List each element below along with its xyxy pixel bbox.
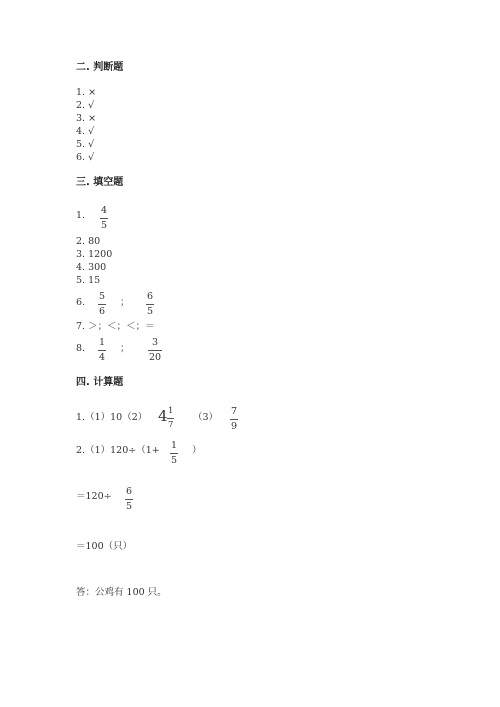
fill-answer-7: 7. ＞；＜；＜；＝ <box>76 321 155 332</box>
fraction-numerator: 6 <box>147 291 154 302</box>
fraction-denominator: 20 <box>149 351 162 363</box>
fraction-numerator: 1 <box>168 406 174 416</box>
fraction-numerator: 5 <box>99 291 106 302</box>
fraction-denominator: 6 <box>99 305 106 317</box>
calc-final-answer: 答：公鸡有 100 只。 <box>76 587 167 598</box>
fill-q8-fraction-b <box>148 338 162 362</box>
fraction-numerator: 1 <box>99 337 106 348</box>
fraction-bar <box>125 499 133 500</box>
fraction-bar <box>100 218 108 219</box>
calc-step3: ＝100（只） <box>76 541 133 552</box>
fraction-denominator: 9 <box>231 420 238 432</box>
judgement-answer-6: 6. √ <box>76 152 95 163</box>
fill-q1-label: 1. <box>76 210 86 221</box>
calc-q1-part3-fraction <box>230 407 238 431</box>
calc-q1-mixed-whole: 4 <box>158 407 168 425</box>
fraction-denominator: 5 <box>171 454 178 466</box>
calc-q1-mixed-fraction <box>167 407 174 429</box>
fraction-denominator: 5 <box>147 305 154 317</box>
judgement-answer-3: 3. × <box>76 113 97 124</box>
fill-q6-separator: ； <box>120 297 130 308</box>
fraction-bar <box>148 350 162 351</box>
judgement-answer-2: 2. √ <box>76 100 95 111</box>
calc-q2-suffix: ） <box>192 445 202 456</box>
fraction-denominator: 5 <box>101 219 108 231</box>
calc-q2-fraction <box>170 441 178 465</box>
fill-answer-2: 2. 80 <box>76 236 101 247</box>
calc-q1-part3-label: （3） <box>193 412 219 423</box>
fill-q8-fraction-a <box>98 338 106 362</box>
fraction-numerator: 4 <box>101 205 108 216</box>
fill-answer-4: 4. 300 <box>76 262 107 273</box>
fill-q6-label: 6. <box>76 297 86 308</box>
fill-answer-3: 3. 1200 <box>76 249 113 260</box>
fraction-bar <box>167 418 174 419</box>
fill-q8-label: 8. <box>76 343 86 354</box>
fraction-numerator: 7 <box>231 406 238 417</box>
fill-answer-5: 5. 15 <box>76 275 101 286</box>
fill-q1-fraction <box>100 206 108 230</box>
fill-q6-fraction-b <box>146 292 154 316</box>
fill-q8-separator: ； <box>120 343 130 354</box>
fraction-bar <box>146 304 154 305</box>
fraction-denominator: 5 <box>126 500 133 512</box>
section-title-calculation: 四. 计算题 <box>76 377 124 388</box>
fraction-bar <box>230 419 238 420</box>
calc-q2-prefix: 2.（1）120÷（1+ <box>76 445 160 456</box>
calc-step2-prefix: ＝120÷ <box>76 491 112 502</box>
fraction-bar <box>170 453 178 454</box>
fraction-denominator: 7 <box>168 419 174 430</box>
section-title-judgement: 二. 判断题 <box>76 62 124 73</box>
fraction-bar <box>98 350 106 351</box>
fraction-denominator: 4 <box>99 351 106 363</box>
judgement-answer-4: 4. √ <box>76 126 95 137</box>
calc-q1-prefix: 1.（1）10（2） <box>76 412 148 423</box>
fraction-bar <box>98 304 106 305</box>
judgement-answer-1: 1. × <box>76 87 97 98</box>
fraction-numerator: 6 <box>126 486 133 497</box>
calc-step2-fraction <box>125 487 133 511</box>
section-title-fill-blank: 三. 填空题 <box>76 177 124 188</box>
fill-q6-fraction-a <box>98 292 106 316</box>
fraction-numerator: 1 <box>171 440 178 451</box>
judgement-answer-5: 5. √ <box>76 139 95 150</box>
fraction-numerator: 3 <box>152 337 159 348</box>
